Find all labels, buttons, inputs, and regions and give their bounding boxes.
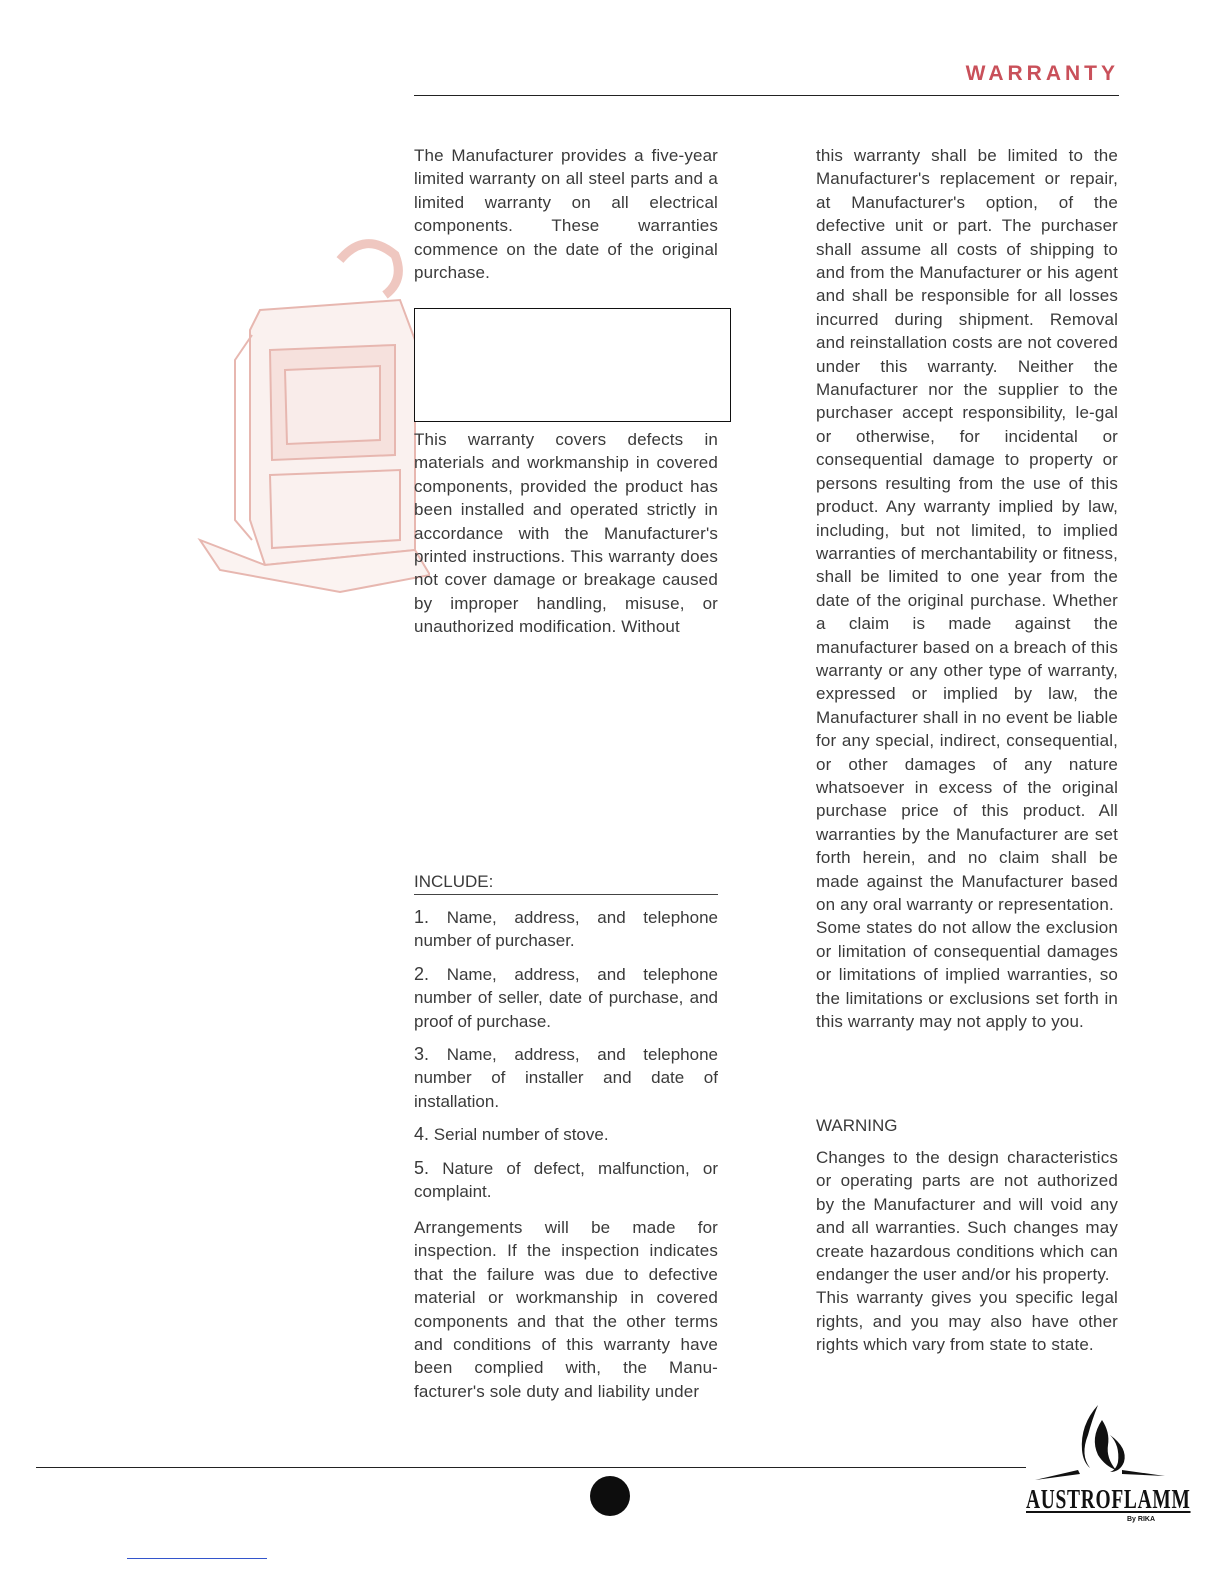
coverage-paragraph (414, 428, 718, 639)
brand-logo-by: By RIKA (1127, 1516, 1156, 1523)
list-item-text: Nature of defect, malfunction, or complaint. (414, 1158, 718, 1202)
warning-text: Changes to the design characteristics or operating parts are not authorized by the Manufacturer and will void any and all warranties. Such changes may create hazardous conditions which can endanger the user and/or his property. (816, 1148, 1118, 1285)
page-title: WARRANTY (965, 62, 1119, 85)
liability-text: this warranty shall be limited to the Manufacturer's replacement or repair, at Manufacturer's option, of the defective unit or part. The purchaser shall assume all costs of shipping to and from the Manufacturer or his agent and shall be responsible for all losses incurred during shipment. Removal and reinstallation costs are not covered under this warranty. Neither the Manufacturer nor the supplier to the purchaser accept responsibility, le-gal or otherwise, for incidental or consequential damage to property or persons resulting from the use of this product. Any warranty implied by law, including, but not limited, to implied warranties of merchantability or fitness, shall be limited to one year from the date of the original purchase. Whether a claim is made against the manufacturer based on a breach of this warranty or any other type of warranty, expressed or implied by law, the Manufacturer shall in no event be liable for any special, indirect, consequential, or other damages of any nature whatsoever in excess of the original purchase price of this product. All warranties by the Manufacturer are set forth herein, and no claim shall be made against the Manufacturer based on any oral warranty or representation. (816, 146, 1118, 914)
list-item-text: Serial number of stove. (433, 1125, 609, 1145)
notice-box (414, 308, 731, 422)
warning-section (816, 1146, 1118, 1357)
warning-heading: WARNING (816, 1116, 898, 1135)
list-item-number: 1. (414, 907, 430, 927)
list-item (414, 1123, 718, 1146)
footer-divider (36, 1467, 1026, 1468)
title-divider (414, 95, 1119, 96)
arrangements-text: Arrangements will be made for inspection. If the inspection indicates that the failure was due to defective material or workmanship in covered components and that the other terms and conditions of this warranty have been complied with, the Manu-facturer's sole duty and liability under (414, 1218, 718, 1401)
state-exclusions-text: Some states do not allow the exclusion or limitation of consequential damages or limitations of implied warranties, so the limitations or exclusions set forth in this warranty may not apply to you. (816, 918, 1118, 1032)
include-heading: INCLUDE: (414, 872, 718, 895)
list-item-number: 3. (414, 1044, 430, 1065)
brand-logo-text: AUSTROFLAMM (1026, 1484, 1191, 1514)
list-item-number: 4. (414, 1124, 430, 1145)
footer-link-line (127, 1558, 267, 1559)
list-item (414, 1043, 718, 1113)
list-item-text: Name, address, and telephone number of installer and date of installation. (414, 1045, 718, 1111)
intro-text: The Manufacturer provides a five-year limited warranty on all steel parts and a limited warranty on all electrical components. These warranties commence on the date of the original purchase. (414, 146, 718, 283)
list-item-number: 5. (414, 1157, 430, 1178)
list-item-number: 2. (414, 963, 430, 984)
page-marker (590, 1476, 630, 1516)
coverage-text: This warranty covers defects in materials and workmanship in covered components, provided the product has been installed and operated strictly in accordance with the Manufacturer's printed instructions. This warranty does not cover damage or breakage caused by improper handling, misuse, or unauthorized modification. Without (414, 430, 718, 637)
liability-section (816, 144, 1118, 1033)
include-list (414, 906, 718, 1213)
list-item-text: Name, address, and telephone number of purchaser. (414, 908, 718, 951)
intro-paragraph (414, 144, 718, 284)
list-item-text: Name, address, and telephone number of seller, date of purchase, and proof of purchase. (414, 964, 718, 1031)
list-item (414, 906, 718, 953)
legal-rights-text: This warranty gives you specific legal rights, and you may also have other rights which vary from state to state. (816, 1288, 1118, 1355)
stove-illustration (190, 220, 430, 600)
list-item (414, 1157, 718, 1204)
list-item (414, 963, 718, 1033)
arrangements-paragraph (414, 1216, 718, 1403)
